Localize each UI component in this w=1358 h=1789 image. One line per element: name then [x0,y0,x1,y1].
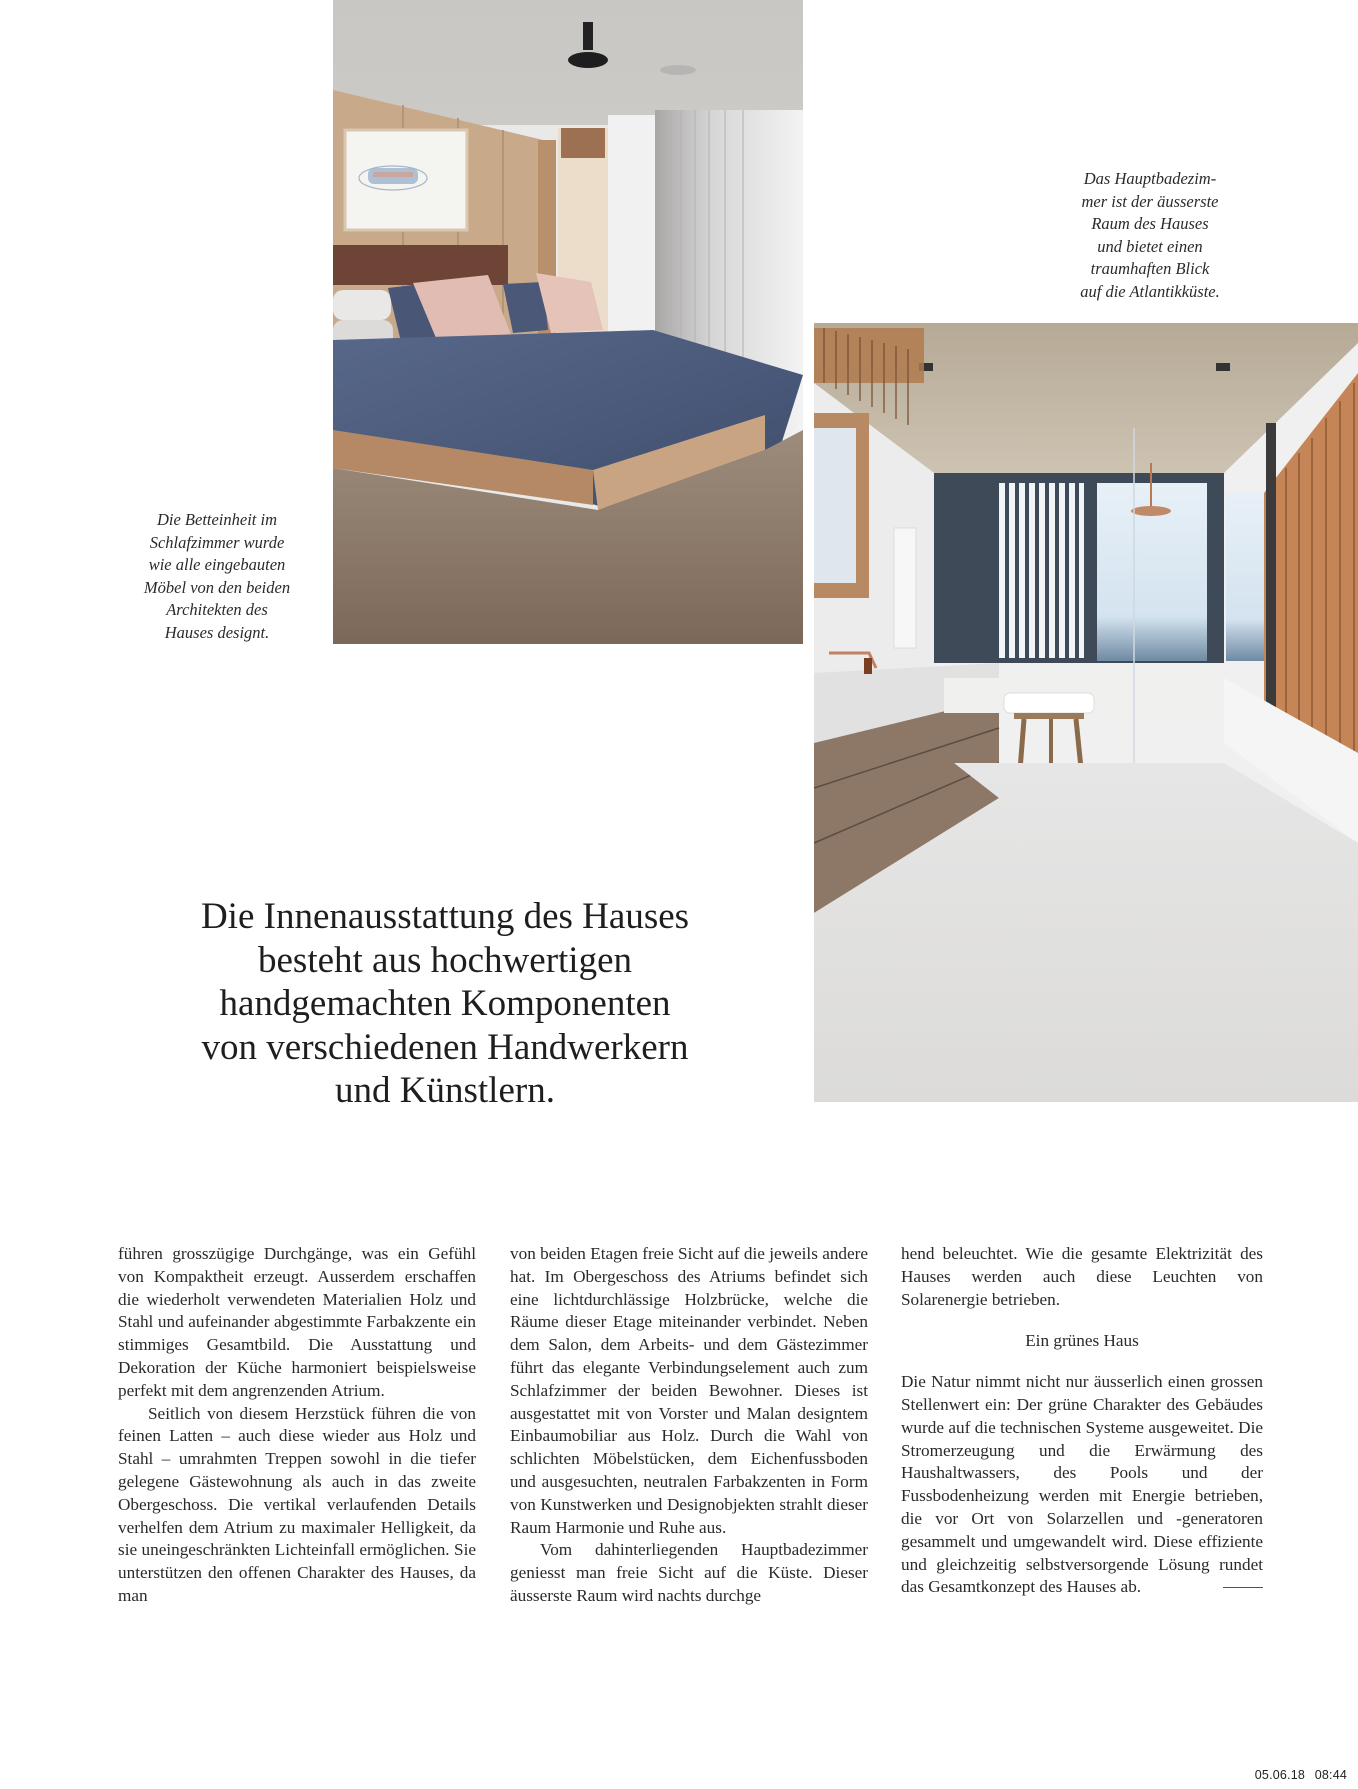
caption-line: Hauses designt. [164,622,270,642]
pull-quote [162,895,728,1113]
body-column-3 [901,1243,1263,1599]
print-timestamp: 05.06.18 08:44 [1254,1768,1347,1782]
stool [1014,713,1084,719]
bathroom-illustration [814,323,1358,1102]
caption-line: Raum des Hauses [1091,214,1209,233]
caption-line: traumhaften Blick [1090,259,1210,278]
caption-line: mer ist der äusserste [1081,191,1219,211]
paragraph: Vom dahinterliegenden Hauptbadezimmer geniesst man freie Sicht auf die Küste. Dieser äusserste Raum wird nachts durchge [510,1540,868,1605]
bathroom-caption [1030,168,1270,303]
paragraph: führen grosszügige Durchgänge, was ein Gefühl von Kompaktheit erzeugt. Ausserdem erschaffen die wiederholt verwendeten Materialien Holz und Stahl und aufeinander abgestimmte Farbakzente ein stimmiges Gesamtbild. Die Ausstattung und Dekoration der Küche harmoniert beispielsweise perfekt mit dem angrenzenden Atrium. [118,1244,476,1400]
ceiling-fan [583,22,593,50]
pull-quote-line: Die Innenausstattung des Hauses [200,896,690,937]
end-mark [1223,1587,1263,1588]
folded-towel [1004,693,1094,713]
caption-line: und bietet einen [1097,236,1203,256]
caption-line: Das Hauptbadezim- [1083,169,1217,188]
caption-line: auf die Atlantikküste. [1080,281,1220,301]
bedroom-photo [333,0,803,644]
caption-line: Architekten des [166,600,268,619]
pull-quote-line: von verschiedenen Handwerkern [201,1026,689,1068]
caption-line: Die Betteinheit im [156,510,278,529]
body-column-2 [510,1243,868,1608]
paragraph: hend beleuchtet. Wie die gesamte Elektrizität des Hauses werden auch diese Leuchten von Solarenergie betrieben. [901,1244,1263,1309]
mirror [814,428,856,583]
bedroom-illustration [333,0,803,644]
caption-line: wie alle eingebauten [148,555,286,574]
paragraph: Seitlich von diesem Herzstück führen die von feinen Latten – auch diese wieder aus Holz und Stahl – umrahmten Treppen sowohl in die tiefer gelegene Gästewohnung als auch in das zweite Obergeschoss. Die vertikal verlaufenden Details verhelfen dem Atrium zu maximaler Helligkeit, da sie uneingeschränkten Lichteinfall ermöglichen. Sie unterstützen den offenen Charakter des Hauses, da man [118,1403,476,1605]
bedroom-caption [112,509,322,644]
caption-line: Schlafzimmer wurde [149,532,285,552]
bathroom-photo [814,323,1358,1102]
paragraph-text: Die Natur nimmt nicht nur äusserlich einen grossen Stellenwert ein: Der grüne Charakter des Gebäudes wurde auf die technischen Systeme ausgeweitet. Die Stromerzeugung und die Erwärmung des Haushaltwassers, des Pools und der Fussbodenheizung werden mit Energie betrieben, die vor Ort von Solarzellen und -generatoren gesammelt und umgewandelt wird. Diese effiziente und gleichzeitig selbstversorgende Lösung rundet das Gesamtkonzept des Hauses ab. [901,1372,1263,1597]
paragraph: von beiden Etagen freie Sicht auf die jeweils andere hat. Im Obergeschoss des Atriums befindet sich eine lichtdurchlässige Holzbrücke, welche die Räume dieser Etage miteinander verbindet. Neben dem Salon, dem Arbeits- und dem Gästezimmer führt das elegante Verbindungselement auch zum Schlafzimmer der beiden Bewohner. Dieses ist ausgestattet mit von Vorster und Malan designtem Einbaumobiliar aus Holz. Durch die Wahl von schlichten Möbelstücken, dem Eichenfussboden und ausgesuchten, neutralen Farbakzenten in Form von Kunstwerken und Designobjekten strahlt dieser Raum Harmonie und Ruhe aus. [510,1244,868,1537]
caption-line: Möbel von den beiden [143,577,291,597]
pull-quote-line: und Künstlern. [335,1070,555,1111]
section-subheading: Ein grünes Haus [1025,1331,1139,1351]
pull-quote-line: besteht aus hochwertigen [258,939,632,981]
rain-shower [1131,506,1171,516]
paragraph [901,1371,1263,1599]
towel [894,528,916,648]
pull-quote-line: handgemachten Komponenten [219,983,671,1024]
body-column-1 [118,1243,476,1608]
